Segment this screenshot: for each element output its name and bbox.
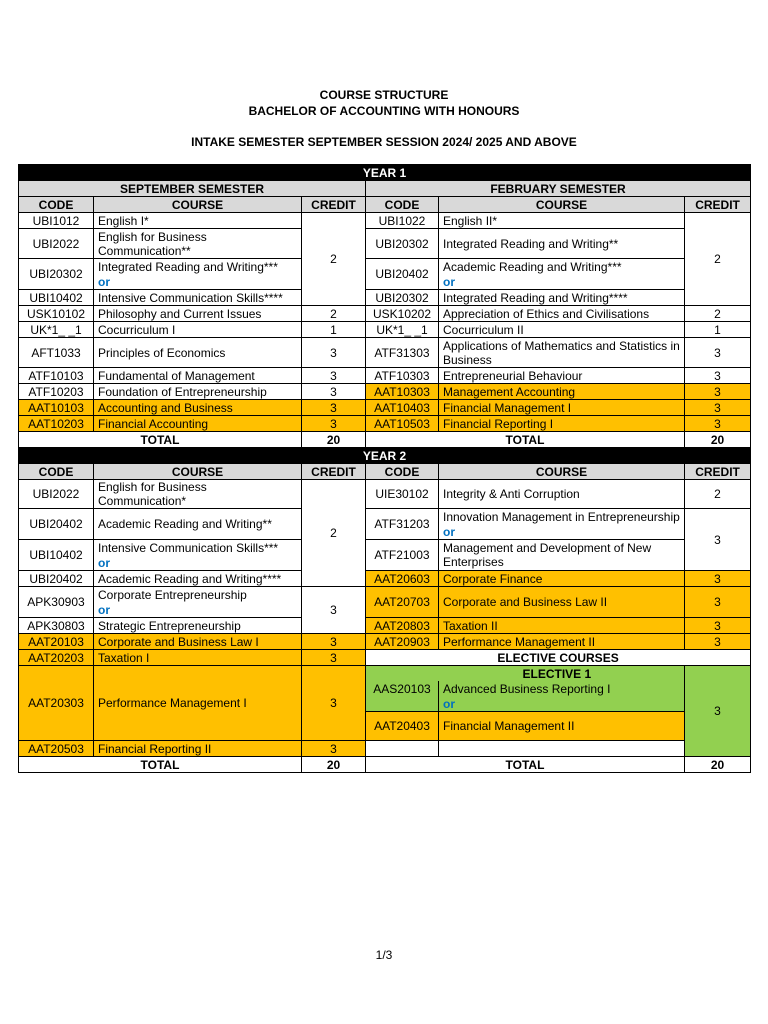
course-name: Integrated Reading and Writing*** bbox=[94, 259, 302, 275]
course-structure-table bbox=[18, 164, 751, 773]
course-credit: 3 bbox=[685, 571, 751, 587]
course-code: AFT1033 bbox=[19, 338, 94, 368]
course-code: UK*1_ _1 bbox=[366, 322, 439, 338]
table-row bbox=[19, 618, 751, 634]
course-code: AAT20603 bbox=[366, 571, 439, 587]
year-1-header: YEAR 1 bbox=[19, 165, 751, 181]
or-label: or bbox=[439, 274, 685, 290]
course-name: Academic Reading and Writing**** bbox=[94, 571, 302, 587]
total-row bbox=[19, 757, 751, 773]
course-name: Academic Reading and Writing*** bbox=[439, 259, 685, 275]
table-row bbox=[19, 322, 751, 338]
table-row bbox=[19, 384, 751, 400]
course-credit: 3 bbox=[685, 634, 751, 650]
course-code: AAT10503 bbox=[366, 416, 439, 432]
course-name: Corporate and Business Law II bbox=[439, 587, 685, 618]
table-row bbox=[19, 480, 751, 509]
course-credit: 3 bbox=[685, 338, 751, 368]
credit-header: CREDIT bbox=[685, 464, 751, 480]
course-name: Performance Management I bbox=[94, 666, 302, 741]
course-name: Innovation Management in Entrepreneurship bbox=[439, 509, 685, 525]
elective-1-label: ELECTIVE 1 bbox=[439, 666, 685, 682]
table-row bbox=[19, 509, 751, 525]
course-credit: 3 bbox=[685, 587, 751, 618]
total-label: TOTAL bbox=[19, 757, 302, 773]
february-semester-header: FEBRUARY SEMESTER bbox=[366, 181, 751, 197]
course-credit: 3 bbox=[302, 666, 366, 741]
total-credit: 20 bbox=[302, 432, 366, 448]
course-name: Intensive Communication Skills*** bbox=[94, 540, 302, 556]
course-name: Intensive Communication Skills**** bbox=[94, 290, 302, 306]
course-name: Financial Management I bbox=[439, 400, 685, 416]
course-credit: 2 bbox=[685, 306, 751, 322]
table-row bbox=[19, 540, 751, 556]
course-code: UBI20302 bbox=[366, 229, 439, 259]
course-header: COURSE bbox=[94, 197, 302, 213]
course-name: Integrated Reading and Writing**** bbox=[439, 290, 685, 306]
course-name: Corporate and Business Law I bbox=[94, 634, 302, 650]
course-credit: 2 bbox=[685, 213, 751, 306]
course-name: Management Accounting bbox=[439, 384, 685, 400]
elective-credit: 3 bbox=[685, 666, 751, 757]
total-credit: 20 bbox=[685, 757, 751, 773]
course-header: COURSE bbox=[94, 464, 302, 480]
course-credit: 3 bbox=[685, 416, 751, 432]
elective-courses-header: ELECTIVE COURSES bbox=[366, 650, 751, 666]
course-code: ATF31303 bbox=[366, 338, 439, 368]
course-credit: 3 bbox=[302, 338, 366, 368]
course-credit: 2 bbox=[302, 480, 366, 587]
course-credit: 2 bbox=[302, 213, 366, 306]
course-code: UBI2022 bbox=[19, 480, 94, 509]
course-name: Financial Accounting bbox=[94, 416, 302, 432]
course-header: COURSE bbox=[439, 197, 685, 213]
course-credit: 3 bbox=[685, 368, 751, 384]
course-credit: 3 bbox=[302, 650, 366, 666]
course-credit: 3 bbox=[302, 587, 366, 634]
course-name: Management and Development of New Enterprises bbox=[439, 540, 685, 571]
course-code: AAT20203 bbox=[19, 650, 94, 666]
or-label: or bbox=[439, 524, 685, 540]
course-credit: 3 bbox=[302, 416, 366, 432]
total-label: TOTAL bbox=[366, 757, 685, 773]
course-credit: 3 bbox=[685, 618, 751, 634]
course-credit: 1 bbox=[685, 322, 751, 338]
course-code: AAT10303 bbox=[366, 384, 439, 400]
table-row bbox=[19, 259, 751, 275]
table-row bbox=[19, 416, 751, 432]
course-code: UBI10402 bbox=[19, 290, 94, 306]
course-name: Foundation of Entrepreneurship bbox=[94, 384, 302, 400]
course-code: UIE30102 bbox=[366, 480, 439, 509]
course-credit: 1 bbox=[302, 322, 366, 338]
course-name: Cocurriculum II bbox=[439, 322, 685, 338]
course-code: UBI1022 bbox=[366, 213, 439, 229]
course-code: AAT20403 bbox=[366, 712, 439, 741]
course-name: Cocurriculum I bbox=[94, 322, 302, 338]
course-name: Taxation II bbox=[439, 618, 685, 634]
total-credit: 20 bbox=[685, 432, 751, 448]
course-code: USK10102 bbox=[19, 306, 94, 322]
code-header: CODE bbox=[19, 464, 94, 480]
course-name: Integrated Reading and Writing** bbox=[439, 229, 685, 259]
table-row bbox=[19, 213, 751, 229]
course-code: UBI1012 bbox=[19, 213, 94, 229]
course-credit: 3 bbox=[302, 634, 366, 650]
table-row bbox=[19, 400, 751, 416]
course-code: ATF31203 bbox=[366, 509, 439, 540]
course-credit: 2 bbox=[302, 306, 366, 322]
course-code: UBI20302 bbox=[19, 259, 94, 290]
table-row bbox=[19, 368, 751, 384]
table-row bbox=[19, 741, 751, 757]
course-code: ATF21003 bbox=[366, 540, 439, 571]
course-name: Fundamental of Management bbox=[94, 368, 302, 384]
credit-header: CREDIT bbox=[302, 464, 366, 480]
course-name: Integrity & Anti Corruption bbox=[439, 480, 685, 509]
course-name: Financial Reporting I bbox=[439, 416, 685, 432]
course-credit: 3 bbox=[302, 368, 366, 384]
course-code: AAT10403 bbox=[366, 400, 439, 416]
table-row bbox=[19, 229, 751, 259]
course-code: UBI20402 bbox=[19, 571, 94, 587]
document-title: COURSE STRUCTURE bbox=[319, 88, 449, 102]
credit-header: CREDIT bbox=[685, 197, 751, 213]
course-name: Applications of Mathematics and Statistics in Business bbox=[439, 338, 685, 368]
table-row bbox=[19, 338, 751, 368]
total-label: TOTAL bbox=[19, 432, 302, 448]
course-code: UBI2022 bbox=[19, 229, 94, 259]
course-header: COURSE bbox=[439, 464, 685, 480]
course-credit: 3 bbox=[302, 400, 366, 416]
year-2-header: YEAR 2 bbox=[19, 448, 751, 464]
course-name: Advanced Business Reporting I bbox=[439, 681, 685, 696]
table-row bbox=[19, 290, 751, 306]
course-name: English for Business Communication* bbox=[94, 480, 302, 509]
course-code: UK*1_ _1 bbox=[19, 322, 94, 338]
or-label: or bbox=[94, 602, 302, 618]
course-code: UBI10402 bbox=[19, 540, 94, 571]
course-name: Financial Reporting II bbox=[94, 741, 302, 757]
course-code: AAT10203 bbox=[19, 416, 94, 432]
course-code: UBI20402 bbox=[366, 259, 439, 290]
course-credit: 2 bbox=[685, 480, 751, 509]
course-code: AAS20103 bbox=[366, 681, 439, 696]
course-name: Academic Reading and Writing** bbox=[94, 509, 302, 540]
code-header: CODE bbox=[19, 197, 94, 213]
table-row bbox=[19, 306, 751, 322]
page-number: 1/3 bbox=[375, 948, 393, 962]
course-name: Taxation I bbox=[94, 650, 302, 666]
course-code: AAT20903 bbox=[366, 634, 439, 650]
credit-header: CREDIT bbox=[302, 197, 366, 213]
course-code: USK10202 bbox=[366, 306, 439, 322]
code-header: CODE bbox=[366, 197, 439, 213]
total-row bbox=[19, 432, 751, 448]
course-credit: 3 bbox=[685, 509, 751, 571]
or-label: or bbox=[94, 274, 302, 290]
table-row bbox=[19, 666, 751, 682]
course-code: APK30803 bbox=[19, 618, 94, 634]
table-row bbox=[19, 587, 751, 603]
course-name: English I* bbox=[94, 213, 302, 229]
table-row bbox=[19, 571, 751, 587]
course-credit: 3 bbox=[685, 400, 751, 416]
table-row bbox=[19, 634, 751, 650]
code-header: CODE bbox=[366, 464, 439, 480]
course-code: AAT20503 bbox=[19, 741, 94, 757]
course-name: Corporate Entrepreneurship bbox=[94, 587, 302, 603]
total-label: TOTAL bbox=[366, 432, 685, 448]
course-code: ATF10103 bbox=[19, 368, 94, 384]
or-label: or bbox=[439, 696, 685, 712]
course-code: UBI20302 bbox=[366, 290, 439, 306]
course-code: UBI20402 bbox=[19, 509, 94, 540]
september-semester-header: SEPTEMBER SEMESTER bbox=[19, 181, 366, 197]
course-code: AAT20303 bbox=[19, 666, 94, 741]
course-name: Strategic Entrepreneurship bbox=[94, 618, 302, 634]
course-name: English II* bbox=[439, 213, 685, 229]
programme-title: BACHELOR OF ACCOUNTING WITH HONOURS bbox=[248, 104, 520, 118]
or-label: or bbox=[94, 555, 302, 571]
course-name: Financial Management II bbox=[439, 712, 685, 741]
course-name: Principles of Economics bbox=[94, 338, 302, 368]
course-code: APK30903 bbox=[19, 587, 94, 618]
course-credit: 3 bbox=[302, 384, 366, 400]
course-code: AAT20103 bbox=[19, 634, 94, 650]
course-credit: 3 bbox=[302, 741, 366, 757]
course-name: Accounting and Business bbox=[94, 400, 302, 416]
course-code: AAT10103 bbox=[19, 400, 94, 416]
course-code: ATF10303 bbox=[366, 368, 439, 384]
course-name: Corporate Finance bbox=[439, 571, 685, 587]
course-code: ATF10203 bbox=[19, 384, 94, 400]
table-row bbox=[19, 650, 751, 666]
course-name: English for Business Communication** bbox=[94, 229, 302, 259]
course-name: Entrepreneurial Behaviour bbox=[439, 368, 685, 384]
course-credit: 3 bbox=[685, 384, 751, 400]
course-name: Philosophy and Current Issues bbox=[94, 306, 302, 322]
course-name: Appreciation of Ethics and Civilisations bbox=[439, 306, 685, 322]
course-name: Performance Management II bbox=[439, 634, 685, 650]
course-code: AAT20803 bbox=[366, 618, 439, 634]
course-code: AAT20703 bbox=[366, 587, 439, 618]
intake-title: INTAKE SEMESTER SEPTEMBER SESSION 2024/ 2025 AND ABOVE bbox=[191, 135, 577, 149]
total-credit: 20 bbox=[302, 757, 366, 773]
